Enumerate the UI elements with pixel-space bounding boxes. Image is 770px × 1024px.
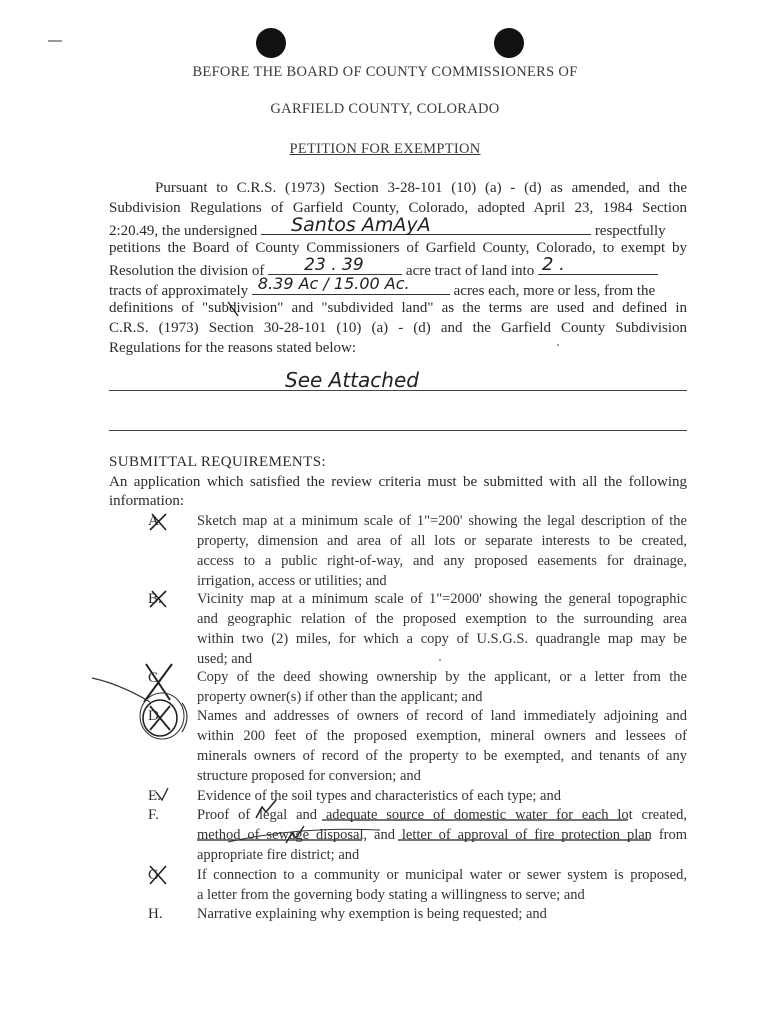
item-d-line-4: structure proposed for conversion; and: [197, 768, 421, 784]
scan-speck: [48, 40, 62, 42]
item-a-letter: A.: [148, 513, 163, 529]
item-d-line-1: Names and addresses of owners of record of land immediately adjoining and: [197, 708, 687, 724]
item-a-line-3: access to a public right-of-way, and any proposed easements for drainage,: [197, 553, 687, 569]
speck-1: [557, 344, 559, 346]
punch-hole-left: [256, 28, 286, 58]
item-g-letter: G.: [148, 867, 163, 883]
acre-value-handwritten: 23 . 39: [304, 255, 364, 275]
acre-field: [268, 255, 402, 275]
item-c-line-1: Copy of the deed showing ownership by the applicant, or a letter from the: [197, 669, 687, 685]
item-b-line-4: used; and: [197, 651, 253, 667]
item-f-line-1: Proof of legal and adequate source of domestic water for each lot created,: [197, 807, 687, 823]
item-d-letter: D.: [148, 708, 163, 724]
intro-line-5: Resolution the division of 23 . 39 acre tract of land into 2 .: [109, 260, 658, 280]
item-b-line-3: within two (2) miles, for which a copy of U.S.G.S. quadrangle map may be: [197, 631, 687, 647]
item-d-line-3: minerals owners of record of the property to be exempted, and tenants of any: [197, 748, 687, 764]
item-a-line-1: Sketch map at a minimum scale of 1"=200' showing the legal description of the: [197, 513, 687, 529]
requirements-intro-2: information:: [109, 493, 184, 509]
approx-field: [252, 274, 450, 295]
item-g-line-1: If connection to a community or municipal water or sewer system is proposed,: [197, 867, 687, 883]
item-b-line-1: Vicinity map at a minimum scale of 1"=2000' showing the general topographic: [197, 591, 687, 607]
item-h-letter: H.: [148, 906, 163, 922]
item-a-line-2: property, dimension and area of all lots or separate interests to be created,: [197, 533, 687, 549]
pen-line-c: [92, 678, 150, 702]
tracts-field: [538, 254, 658, 275]
intro-line-4: petitions the Board of County Commissioners of Garfield County, Colorado, to exempt by: [109, 240, 687, 256]
approx-value-handwritten: 8.39 Ac / 15.00 Ac.: [257, 274, 410, 293]
page-title: PETITION FOR EXEMPTION: [289, 141, 481, 157]
intro-line-8: C.R.S. (1973) Section 30-28-101 (10) (a) - (d) and the Garfield County Subdivision: [109, 320, 687, 336]
item-e-line-1: Evidence of the soil types and characteristics of each type; and: [197, 788, 561, 804]
punch-hole-right: [494, 28, 524, 58]
item-d-line-2: within 200 feet of the proposed exemption, mineral owners and lessees of: [197, 728, 687, 744]
requirements-heading: SUBMITTAL REQUIREMENTS:: [109, 454, 327, 470]
item-e-letter: E.: [148, 788, 161, 804]
intro-line-1: Pursuant to C.R.S. (1973) Section 3-28-101 (10) (a) - (d) as amended, and the: [155, 180, 687, 196]
item-f-line-2: method of sewage disposal, and letter of approval of fire protection plan from: [197, 827, 687, 843]
reason-line-2: [109, 430, 687, 431]
intro-line-6: tracts of approximately 8.39 Ac / 15.00 Ac. acres each, more or less, from the: [109, 274, 656, 299]
intro-line-7: definitions of "subdivision" and "subdivided land" as the terms are used and defined in: [109, 300, 687, 316]
intro-line-9: Regulations for the reasons stated below:: [109, 340, 357, 356]
item-h-line-1: Narrative explaining why exemption is being requested; and: [197, 906, 547, 922]
item-b-letter: B.: [148, 591, 162, 607]
item-b-line-2: and geographic relation of the proposed exemption to the surrounding area: [197, 611, 687, 627]
header-line-2: GARFIELD COUNTY, COLORADO: [270, 101, 500, 117]
bracket-d: [182, 703, 187, 732]
intro-line-3: 2:20.49, the undersigned Santos AmAyA respectfully: [109, 214, 666, 239]
item-f-line-3: appropriate fire district; and: [197, 847, 360, 863]
intro-line-2: Subdivision Regulations of Garfield County, Colorado, adopted April 23, 1984 Section: [109, 200, 687, 216]
item-c-letter: C.: [148, 670, 162, 686]
header-line-1: BEFORE THE BOARD OF COUNTY COMMISSIONERS OF: [192, 64, 578, 80]
item-c-line-2: property owner(s) if other than the applicant; and: [197, 689, 483, 705]
item-a-line-4: irrigation, access or utilities; and: [197, 573, 387, 589]
item-g-line-2: a letter from the governing body stating a willingness to serve; and: [197, 887, 585, 903]
applicant-name-handwritten: Santos AmAyA: [291, 214, 431, 236]
requirements-intro-1: An application which satisfied the review criteria must be submitted with all the following: [109, 474, 687, 490]
tracts-value-handwritten: 2 .: [541, 254, 565, 275]
reasons-handwritten: See Attached: [285, 368, 419, 392]
item-f-letter: F.: [148, 807, 159, 823]
